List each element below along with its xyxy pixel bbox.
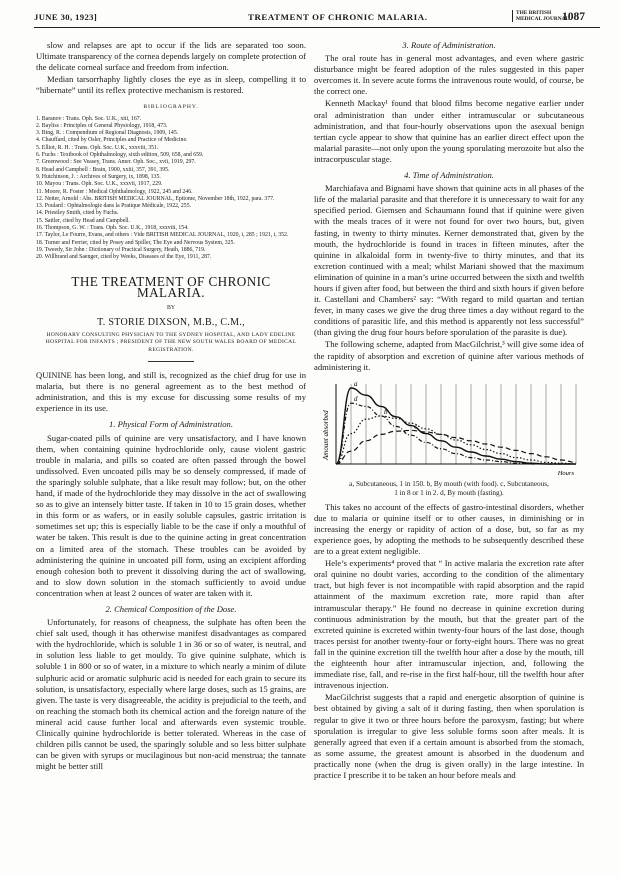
- bibliography-entry: 17. Taylor, Le Fourre, Evans, and others : Vide BRITISH MEDICAL JOURNAL, 1920, i, 285 ; 1921, i, 352.: [36, 232, 289, 239]
- series-label-a: a: [354, 379, 358, 388]
- author-affiliation: HONORARY CONSULTING PHYSICIAN TO THE SYDNEY HOSPITAL, AND LADY EDELINE HOSPITAL FOR INFANTS ; PRESIDENT OF THE NEW SOUTH WALES BOARD OF MEDICAL REGISTRATION.: [45, 331, 297, 353]
- bibliography-entry: 4. Chauffard, cited by Osler, Principles and Practice of Medicine.: [36, 137, 188, 144]
- bibliography-entry: 2. Bayliss : Principles of General Physiology, 1918, 473.: [36, 122, 168, 129]
- left-column: [36, 40, 306, 773]
- figure-caption-line-1: a, Subcutaneous, 1 in 150. b, By mouth (with food). c, Subcutaneous,: [349, 479, 549, 488]
- bibliography-entry: 6. Fuchs : Textbook of Ophthalmology, sixth edition, 509, 658, and 659.: [36, 152, 204, 159]
- bibliography-entry: 13. Poulard : Ophtalmologie dans la Pratique Médicale, 1922, 255.: [36, 203, 192, 210]
- figure-caption-line-2: 1 in 8 or 1 in 2. d, By mouth (fasting).: [394, 488, 504, 497]
- paragraph: The oral route has in general most advantages, and even where gastric disturbance might be feared adoption of the rules suggested in this paper overcomes it. In severe acute forms the intravenous route would, of course, be the correct one.: [314, 53, 584, 97]
- paragraph: This takes no account of the effects of gastro-intestinal disorders, whether due to malaria or quinine itself or to other causes, in diminishing or in increasing the energy or rapidity of action of a dose, but, so far as my experience goes, by adopting the methods to be subsequently described these are to a great extent negligible.: [314, 501, 584, 557]
- x-axis-label: Hours: [557, 469, 574, 477]
- bibliography-entry: 12. Netter, Arnold : Abs. BRITISH MEDICAL JOURNAL, Epitome, November 18th, 1922, para. 377.: [36, 195, 275, 202]
- running-title: TREATMENT OF CHRONIC MALARIA.: [248, 12, 428, 22]
- section-4-continued: [314, 502, 584, 781]
- right-column: [314, 40, 584, 782]
- y-axis-label: Amount absorbed: [322, 410, 330, 460]
- section-4-heading: 4. Time of Administration.: [404, 170, 494, 181]
- section-3-heading: 3. Route of Administration.: [402, 40, 496, 50]
- title-rule: [148, 361, 194, 362]
- section-1-heading: 1. Physical Form of Administration.: [109, 419, 233, 430]
- intro-text: has been long, and still is, recognized as the chief drug for use in malaria, but there is no general agreement as to the best method of administration, and this is my excuse for discussing some results of my experience in its use.: [36, 370, 306, 414]
- section-2-body: [36, 617, 306, 772]
- bibliography-entry: 8. Head and Campbell : Brain, 1900, xxiii, 357, 391, 395.: [36, 166, 170, 173]
- bibliography-entry: 16. Thompson, G. W. : Trans. Oph. Soc. U.K., 1918, xxxviii, 154.: [36, 225, 189, 232]
- bibliography-entry: 7. Greenwood : See Veasey, Trans. Amer. Oph. Soc., xvii, 1919, 297.: [36, 159, 196, 166]
- intro-paragraph: [36, 370, 306, 414]
- bibliography-entry: 20. Willbrand and Saenger, cited by Weeks, Diseases of the Eye, 1911, 287.: [36, 254, 212, 261]
- paragraph: slow and relapses are apt to occur if the lids are separated too soon. Ultimate transparency of the cornea depends largely on complete protection of the delicate corneal surface and freedom from infection.: [36, 40, 306, 73]
- paragraph: Unfortunately, for reasons of cheapness, the sulphate has often been the chief salt used, though it has otherwise manifest disadvantages as compared with the hydrochloride, which is soluble 1 in 36 or so of water, is neutral, and in solution less liable to get mouldy. To give quinine sulphate, which is soluble 1 in 800 or so of water, in a mixture to which nearly a minim of dilute sulphuric acid or aromatic sulphuric acid is needed for each grain to secure its solution, is unsatisfactory, especially where large doses, such as 15 grains, are given. The taste is very disagreeable, the acidity is prejudicial to the teeth, and on reaching the stomach both its chemical action and the foreign nature of the mineral acid cause further local and afterwards even systemic trouble. Clinically quinine hydrochloride is better tolerated. Whereas in the case of children pills cannot be used, the sparingly soluble and so less bitter sulphate can be given with syrups or mucilaginous but non-acid menstrua; the tannate might be better still: [36, 617, 306, 772]
- section-4-body: [314, 183, 584, 373]
- figure-caption: [314, 480, 584, 498]
- paragraph: The following scheme, adapted from MacGilchrist,³ will give some idea of the rapidity of absorption and excretion of quinine after various methods of administering it.: [314, 339, 584, 372]
- section-1-body: [36, 433, 306, 599]
- badge-line-2: MEDICAL JOURNAL: [516, 16, 570, 22]
- article-title: THE TREATMENT OF CHRONIC MALARIA.: [71, 273, 271, 300]
- paragraph: Median tarsorrhaphy lightly closes the eye as in sleep, compelling it to “hibernate” until its reflex protective mechanism is restored.: [36, 74, 306, 96]
- paragraph: MacGilchrist suggests that a rapid and energetic absorption of quinine is best obtained by giving a salt of it during fasting, then when sporulation is regular to give it two or three hours before the paroxysm, fasting; but where sporulation is irregular to give less soluble forms soon after meals. It is generally agreed that even if a certain amount is absorbed from the stomach, as some assume, the greatest amount is absorbed in the duodenum and practically none (when the drug is given orally) in the large intestine. In practice I prescribe it to be taken an hour before meals and: [314, 692, 584, 780]
- bibliography-entry: 3. Bing, R. : Compendium of Regional Diagnosis, 1909, 145.: [36, 130, 179, 137]
- paragraph: Marchiafava and Bignami have shown that quinine acts in all phases of the life of the malarial parasite and that therefore it is unnecessary to wait for any specified period. Giemsen and Schaumann found that if quinine were given with the meals traces of it were not found for over two hours, but, given fasting, in twenty to thirty minutes. Kerner demonstrated that, given by the mouth, the hydrochloride is found in traces in fifteen minutes, after the quinine in alkaloidal form in twenty-five to thirty minutes, and that its excretion continued with a meal; whilst Mariani showed that the maximum elimination of quinine in a man’s urine occurred between the sixth and twelfth hours if given after food, but between the third and sixth hours if given before it. Castellani and Chambers² say: “With regard to mild quartan and tertian fever, in many cases we give the drug three times a day without regard to the conditions of parasitic life, and this method is apparently not less successful” (than giving the drug four hours before sporulation of the parasite is due).: [314, 183, 584, 338]
- series-label-b: b: [384, 407, 388, 416]
- bibliography-entry: 10. Mayou : Trans. Oph. Soc. U.K., xxxvii, 1917, 229.: [36, 181, 163, 188]
- issue-date: JUNE 30, 1923]: [34, 12, 98, 22]
- absorption-chart: [314, 378, 584, 478]
- bibliography-entry: 18. Turner and Ferrier, cited by Posey and Spiller, The Eye and Nervous System, 325.: [36, 239, 235, 246]
- paragraph: Sugar-coated pills of quinine are very unsatisfactory, and I have known them, when containing quinine hydrochloride only, cause violent gastric trouble in malaria, and pills so coated are often passed through the bowel undissolved. Even uncoated pills may be so densely compressed, if made of the sparingly soluble sulphate, that a like result may follow; but, on the other hand, if made of the hydrochloride they may dissolve in the act of swallowing so as to give an intensely bitter taste. If taken in 10 to 15 grain doses, whether in this form or as wafers, or in easily soluble capsules, gastric irritation is sometimes set up; this is especially liable to be the case if only a mouthful of water be taken. This result is due to the quinine acting in great concentration on a limited area of the stomach. These troubles can be avoided by administering the quinine in uncoated pill form, using an excipient affording enough cohesion both to prevent it dissolving during the act of swallowing, and to slow down solution in the stomach sufficiently to avoid undue concentration when at least 2 ounces of water are taken with it.: [36, 432, 306, 598]
- bibliography-entry: 15. Sattler, cited by Head and Campbell.: [36, 217, 130, 224]
- bibliography-entry: 11. Moore, R. Foster : Medical Ophthalmology, 1922, 245 and 246.: [36, 188, 193, 195]
- series-label-d: d: [354, 394, 358, 403]
- section-2-heading: 2. Chemical Composition of the Dose.: [105, 603, 237, 614]
- paragraph: Hele’s experiments⁴ proved that “ In active malaria the excretion rate after oral quinine no doubt varies, according to the condition of the alimentary tract, but high fever is not incompatible with rapid absorption and the rapid attainment of the maximum excretion rate, more rapid than after intramuscular therapy.” He found no decrease in quinine excretion during continuous administration by the mouth, but that the greater part of the excreted quinine is excreted within twenty-four hours of the last dose, though traces persist for another twenty-four or forty-eight hours. There was no great fall in the quinine excretion till the twelfth hour after a dose by the mouth, till the eighteenth hour after intramuscular injection, and, following the immediate rise, fall, and re-rise in the first half-hour, till the twelfth hour after intravenous injection.: [314, 558, 584, 691]
- author-name: T. STORIE DIXSON, M.B., C.M.,: [97, 316, 245, 328]
- absorption-chart-svg: [314, 378, 584, 478]
- series-label-c: c: [414, 422, 418, 431]
- running-header: [34, 8, 600, 28]
- previous-article-end: [36, 40, 306, 96]
- section-3-body: [314, 53, 584, 165]
- page-number: 1087: [562, 11, 585, 23]
- bibliography-entry: 19. Tweedy, Sir John : Dictionary of Practical Surgery, Heath, 1886, 719.: [36, 246, 206, 253]
- bibliography-list: [36, 116, 306, 262]
- bibliography-entry: 14. Priestley Smith, cited by Fuchs.: [36, 210, 119, 217]
- paragraph: Kenneth Mackay¹ found that blood films become negative earlier under oral administration than under either intramuscular or subcutaneous administration, and that four-hourly observations upon the asexual benign tertian cycle appear to show that quinine has an earlier direct effect upon the malarial parasite—not only upon the young sporulating merozoite but also the intracorpuscular stage.: [314, 98, 584, 164]
- bibliography-entry: 1. Baranov : Trans. Oph. Soc. U.K., xiii, 167.: [36, 115, 142, 122]
- journal-badge: [512, 10, 569, 22]
- bibliography-title: BIBLIOGRAPHY.: [143, 104, 199, 111]
- byline-by: BY: [166, 304, 176, 311]
- bibliography-entry: 5. Elliot, R. H. : Trans. Oph. Soc. U.K., xxxviii, 351.: [36, 144, 159, 151]
- badge-line-1: THE BRITISH: [516, 10, 552, 16]
- intro-lead: QUININE: [36, 370, 72, 381]
- bibliography-entry: 9. Hutchinson, J. : Archives of Surgery, ix, 1898, 135.: [36, 173, 161, 180]
